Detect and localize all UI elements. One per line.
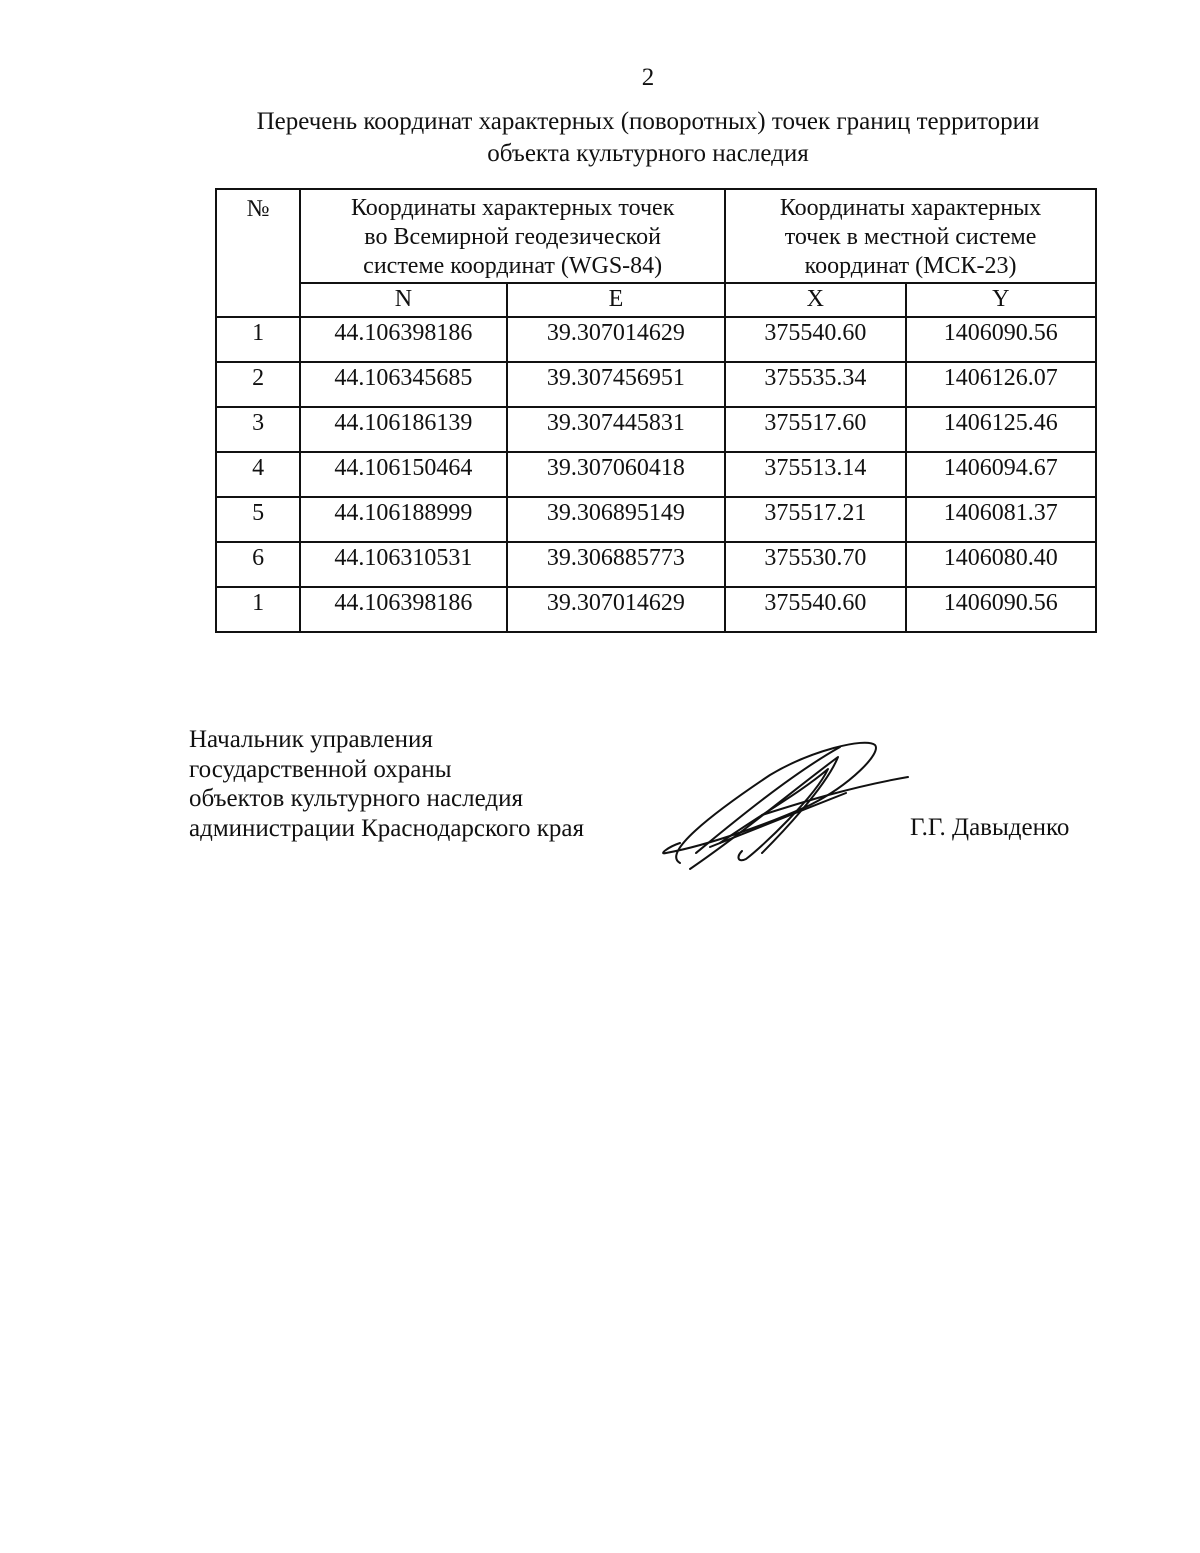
header-number: № — [216, 189, 300, 317]
cell-e: 39.307014629 — [507, 317, 725, 362]
header-col-e: E — [507, 283, 725, 317]
header-col-y: Y — [906, 283, 1096, 317]
handwritten-signature — [650, 735, 915, 875]
table-row — [216, 542, 1096, 587]
signer-position — [189, 725, 584, 843]
cell-x: 375540.60 — [725, 587, 905, 632]
table-row — [216, 587, 1096, 632]
cell-x: 375513.14 — [725, 452, 905, 497]
cell-number: 6 — [216, 542, 300, 587]
cell-y: 1406126.07 — [906, 362, 1096, 407]
cell-y: 1406081.37 — [906, 497, 1096, 542]
cell-y: 1406090.56 — [906, 587, 1096, 632]
cell-e: 39.306895149 — [507, 497, 725, 542]
table-row — [216, 497, 1096, 542]
cell-x: 375535.34 — [725, 362, 905, 407]
header-msk23-group — [725, 189, 1096, 283]
cell-n: 44.106188999 — [300, 497, 506, 542]
cell-e: 39.307014629 — [507, 587, 725, 632]
cell-y: 1406080.40 — [906, 542, 1096, 587]
signer-name: Г.Г. Давыденко — [910, 814, 1070, 841]
cell-y: 1406090.56 — [906, 317, 1096, 362]
cell-n: 44.106310531 — [300, 542, 506, 587]
cell-number: 2 — [216, 362, 300, 407]
signer-position-line-3: объектов культурного наследия — [189, 785, 523, 812]
cell-y: 1406094.67 — [906, 452, 1096, 497]
cell-n: 44.106345685 — [300, 362, 506, 407]
cell-number: 1 — [216, 317, 300, 362]
table-row — [216, 452, 1096, 497]
cell-y: 1406125.46 — [906, 407, 1096, 452]
cell-e: 39.307060418 — [507, 452, 725, 497]
header-wgs84-line-2: во Всемирной геодезической — [364, 224, 662, 250]
cell-n: 44.106150464 — [300, 452, 506, 497]
header-msk23-line-3: координат (МСК-23) — [804, 253, 1017, 279]
header-col-x: X — [725, 283, 905, 317]
header-wgs84-group — [300, 189, 725, 283]
cell-x: 375517.21 — [725, 497, 905, 542]
header-col-n: N — [300, 283, 506, 317]
table-row — [216, 407, 1096, 452]
signer-position-line-4: администрации Краснодарского края — [189, 814, 585, 842]
header-msk23-line-2: точек в местной системе — [784, 224, 1037, 250]
header-msk23-line-1: Координаты характерных — [779, 195, 1042, 221]
cell-n: 44.106186139 — [300, 407, 506, 452]
document-title-line-1: Перечень координат характерных (поворотных) точек границ территории — [256, 108, 1040, 135]
table-row — [216, 362, 1096, 407]
document-title — [0, 106, 1200, 170]
table-row — [216, 317, 1096, 362]
cell-e: 39.307456951 — [507, 362, 725, 407]
header-wgs84-line-1: Координаты характерных точек — [350, 195, 675, 221]
cell-e: 39.306885773 — [507, 542, 725, 587]
cell-number: 3 — [216, 407, 300, 452]
cell-number: 5 — [216, 497, 300, 542]
table-header-row — [216, 189, 1096, 283]
cell-x: 375530.70 — [725, 542, 905, 587]
cell-number: 4 — [216, 452, 300, 497]
cell-e: 39.307445831 — [507, 407, 725, 452]
signer-position-line-2: государственной охраны — [189, 755, 452, 783]
page-number: 2 — [641, 64, 655, 91]
header-wgs84-line-3: системе координат (WGS-84) — [363, 253, 663, 279]
cell-x: 375517.60 — [725, 407, 905, 452]
coordinates-table — [215, 188, 1097, 633]
signer-position-line-1: Начальник управления — [189, 726, 433, 753]
document-title-line-2: объекта культурного наследия — [487, 140, 809, 167]
cell-number: 1 — [216, 587, 300, 632]
cell-n: 44.106398186 — [300, 317, 506, 362]
cell-n: 44.106398186 — [300, 587, 506, 632]
table-subheader-row — [216, 283, 1096, 317]
cell-x: 375540.60 — [725, 317, 905, 362]
